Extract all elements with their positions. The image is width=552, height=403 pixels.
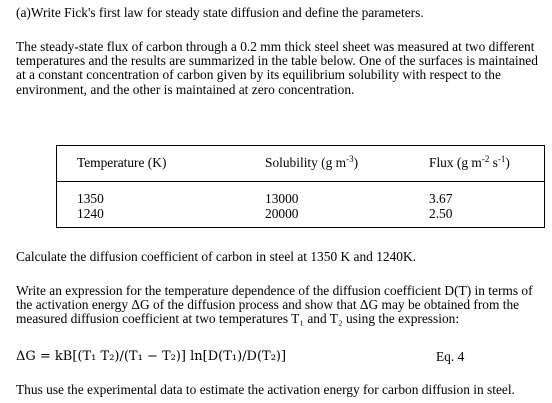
final-task: Thus use the experimental data to estimate the activation energy for carbon diffusion in steel. — [16, 382, 515, 397]
header-divider — [57, 181, 544, 182]
header-temperature: Temperature (K) — [77, 155, 167, 170]
expression-task: Write an expression for the temperature dependence of the diffusion coefficient D(T) in terms of the activation energy ΔG of the diffusion process and show that ΔG may be obtained from the measured diffusion coefficient at two temperatures T₁ and T₂ using the expression: — [16, 283, 533, 327]
cell-flux-1: 3.67 — [429, 191, 453, 206]
cell-temperature-1: 1350 — [77, 191, 104, 206]
calculate-task: Calculate the diffusion coefficient of carbon in steel at 1350 K and 1240K. — [16, 249, 416, 264]
data-table — [56, 145, 545, 228]
intro-paragraph: The steady-state flux of carbon through a 0.2 mm thick steel sheet was measured at two different temperatures and the results are summarized in the table below. One of the surfaces is maintained at a constant concentration of carbon given by its equilibrium solubility with respect to the environment, and the other is maintained at zero concentration. — [16, 39, 538, 97]
cell-solubility-2: 20000 — [265, 206, 299, 221]
equation-label: Eq. 4 — [436, 349, 465, 364]
header-flux: Flux (g $m^{-2}$ $s^{-1}$) — [429, 154, 510, 170]
question-part-a: (a)Write Fick's first law for steady state diffusion and define the parameters. — [16, 5, 424, 20]
cell-solubility-1: 13000 — [265, 191, 299, 206]
equation-line — [16, 349, 536, 367]
activation-energy-formula: ΔG = kB[(T₁ T₂)/(T₁ − T₂)] ln[D(T₁)/D(T₂)] — [16, 349, 287, 364]
cell-flux-2: 2.50 — [429, 206, 453, 221]
cell-temperature-2: 1240 — [77, 206, 104, 221]
header-solubility: Solubility (g $m^{-3}$) — [265, 154, 359, 170]
